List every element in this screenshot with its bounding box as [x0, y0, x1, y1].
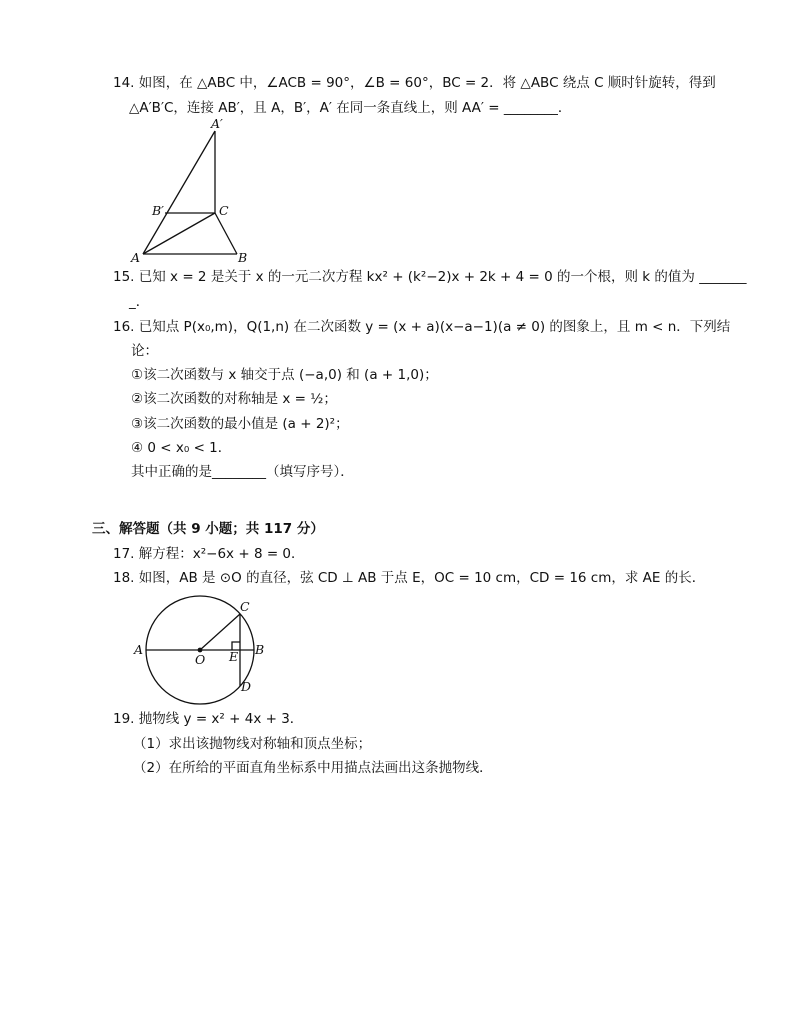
label-c: C — [219, 203, 229, 218]
label-o: O — [195, 652, 206, 667]
label-b: B — [238, 250, 248, 265]
q15-line-2: _． — [129, 294, 150, 310]
q16-option-3: ③该二次函数的最小值是 (a + 2)²； — [131, 416, 349, 432]
q14-line-1: 14. 如图，在 △ABC 中，∠ACB = 90°，∠B = 60°，BC = 2．将 △ABC 绕点 C 顺时针旋转，得到 — [113, 75, 716, 91]
label-a-prime: A′ — [211, 116, 223, 131]
q18-text: 18. 如图，AB 是 ⊙O 的直径，弦 CD ⊥ AB 于点 E，OC = 10 cm，CD = 16 cm，求 AE 的长． — [113, 570, 706, 586]
section-3-heading: 三、解答题（共 9 小题；共 117 分） — [92, 521, 324, 537]
label-a: A — [134, 642, 144, 657]
label-b: B — [255, 642, 265, 657]
label-a: A — [131, 250, 141, 265]
label-e: E — [229, 649, 239, 664]
q14-line-2: △A′B′C，连接 AB′，且 A，B′，A′ 在同一条直线上，则 AA′ = ________． — [129, 100, 572, 116]
q14-triangle-figure — [125, 115, 265, 265]
q15-line-1: 15. 已知 x = 2 是关于 x 的一元二次方程 kx² + (k²−2)x + 2k + 4 = 0 的一个根，则 k 的值为 _______ — [113, 269, 747, 285]
q18-circle-figure — [128, 594, 268, 710]
q19-text: 19. 抛物线 y = x² + 4x + 3． — [113, 711, 304, 727]
q16-answer-line: 其中正确的是________（填写序号）． — [131, 464, 354, 480]
q17-text: 17. 解方程：x²−6x + 8 = 0． — [113, 546, 305, 562]
q16-option-2: ②该二次函数的对称轴是 x = ½； — [131, 391, 337, 407]
label-b-prime: B′ — [152, 203, 165, 218]
q16-option-4: ④ 0 < x₀ < 1． — [131, 440, 232, 456]
q19-part-2: （2）在所给的平面直角坐标系中用描点法画出这条抛物线． — [133, 760, 493, 776]
label-c: C — [240, 599, 250, 614]
q16-line-2: 论： — [131, 343, 158, 359]
q16-option-1: ①该二次函数与 x 轴交于点 (−a,0) 和 (a + 1,0)； — [131, 367, 438, 383]
label-d: D — [241, 679, 252, 694]
q16-line-1: 16. 已知点 P(x₀,m)，Q(1,n) 在二次函数 y = (x + a)(x−a−1)(a ≠ 0) 的图象上，且 m < n．下列结 — [113, 319, 731, 335]
q19-part-1: （1）求出该抛物线对称轴和顶点坐标； — [133, 736, 372, 752]
